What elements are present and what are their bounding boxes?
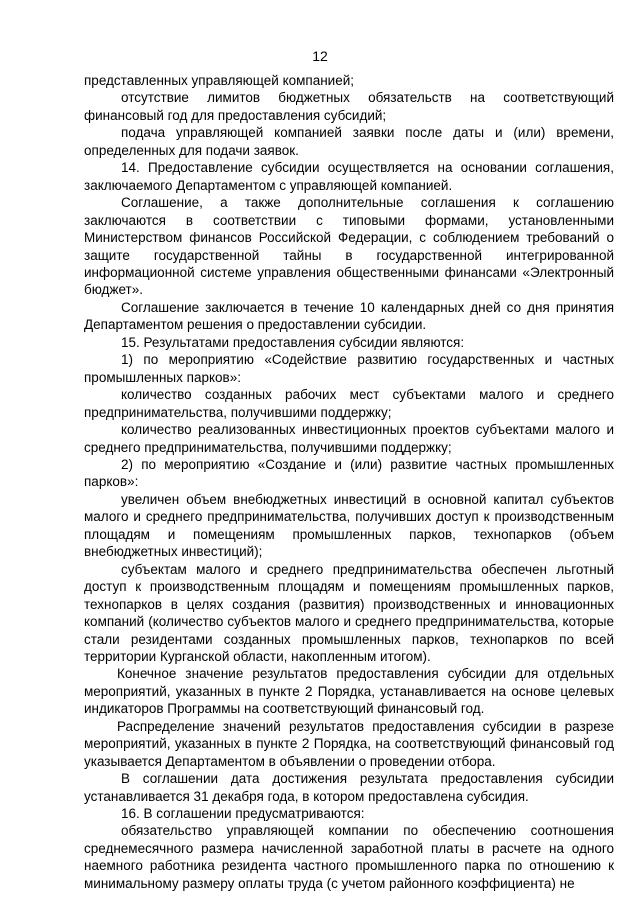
paragraph: представленных управляющей компанией; xyxy=(84,73,355,88)
paragraph: количество реализованных инвестиционных проектов субъектами малого и среднего предпринимательства, получившими поддержку; xyxy=(84,422,614,455)
paragraph: 1) по мероприятию «Содействие развитию государственных и частных промышленных парков»: xyxy=(84,352,614,385)
paragraph: 15. Результатами предоставления субсидии являются: xyxy=(121,334,465,350)
paragraph: 2) по мероприятию «Создание и (или) развитие частных промышленных парков»: xyxy=(84,456,614,490)
paragraph: субъектам малого и среднего предпринимательства обеспечен льготный доступ к производственным площадям и помещениям промышленных парков, технопарков в целях создания (развития) производственных и инновационных компаний (количество субъектов малого и среднего предпринимательства, которые стали резидентами созданных промышленных парков, технопарков по всей территории Курганской области, накопленным итогом). xyxy=(84,561,614,664)
paragraph: 14. Предоставление субсидии осуществляется на основании соглашения, заключаемого Департаментом с управляющей компанией. xyxy=(84,160,614,193)
paragraph: Распределение значений результатов предоставления субсидии в разрезе мероприятий, указанных в пункте 2 Порядка, на соответствующий финансовый год указывается Департаментом в объявлении о проведении отбора. xyxy=(84,718,614,769)
page-number: 12 xyxy=(312,48,328,64)
paragraph: обязательство управляющей компании по обеспечению соотношения среднемесячного размера начисленной заработной платы в расчете на одного наемного работника резидента частного промышленного парка по отношению к минимальному размеру оплаты труда (с учетом районного коэффициента) не xyxy=(84,823,614,891)
paragraph: отсутствие лимитов бюджетных обязательств на соответствующий финансовый год для предоставления субсидий; xyxy=(84,90,614,123)
paragraph: В соглашении дата достижения результата предоставления субсидии устанавливается 31 декабря года, в котором предоставлена субсидия. xyxy=(84,771,614,804)
paragraph: количество созданных рабочих мест субъектами малого и среднего предпринимательства, получившими поддержку; xyxy=(84,387,614,420)
paragraph: Конечное значение результатов предоставления субсидии для отдельных мероприятий, указанных в пункте 2 Порядка, устанавливается на основе целевых индикаторов Программы на соответствующий финансовый год. xyxy=(84,666,614,717)
paragraph: увеличен объем внебюджетных инвестиций в основной капитал субъектов малого и среднего предпринимательства, получивших доступ к производственным площадям и помещениям промышленных парков, технопарков (объем внебюджетных инвестиций); xyxy=(84,491,614,560)
document-body xyxy=(84,72,614,892)
paragraph: 16. В соглашении предусматриваются: xyxy=(121,806,365,822)
paragraph: Соглашение, а также дополнительные соглашения к соглашению заключаются в соответствии с типовыми формами, установленными Министерством финансов Российской Федерации, с соблюдением требований о защите государственной тайны в государственной интегрированной информационной системе управления общественными финансами «Электронный бюджет». xyxy=(84,195,614,298)
paragraph: Соглашение заключается в течение 10 календарных дней со дня принятия Департаментом решения о предоставлении субсидии. xyxy=(84,299,614,333)
paragraph: подача управляющей компанией заявки после даты и (или) времени, определенных для подачи заявок. xyxy=(84,125,614,158)
